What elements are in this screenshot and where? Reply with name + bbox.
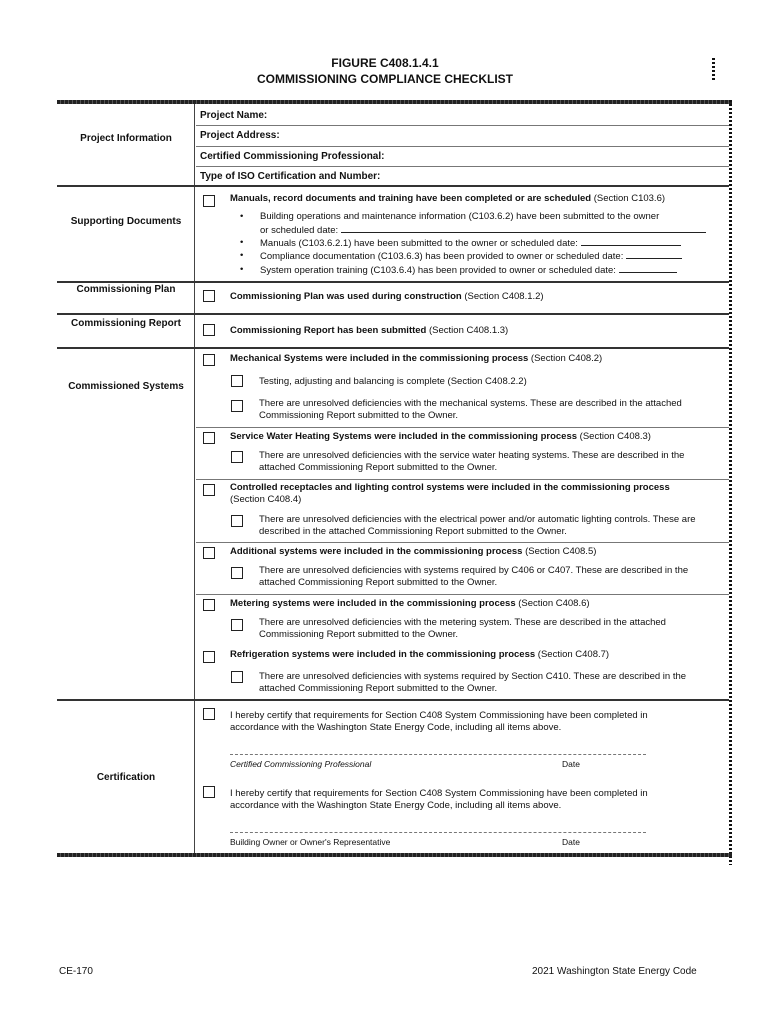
metering-systems-checkbox[interactable] <box>203 599 215 611</box>
lighting-controls-checkbox[interactable] <box>203 484 215 496</box>
cx-professional-cert-line2: accordance with the Washington State Energy Code, including all items above. <box>230 722 562 733</box>
lighting-deficiencies-line2: described in the attached Commissioning Report submitted to the Owner. <box>259 526 567 537</box>
additional-systems-checkbox[interactable] <box>203 547 215 559</box>
section-commissioning-plan: Commissioning Plan <box>76 284 176 295</box>
iso-certification-field[interactable]: Type of ISO Certification and Number: <box>200 171 381 182</box>
supporting-docs-statement: Manuals, record documents and training have been completed or are scheduled (Section C103.6) <box>230 193 666 204</box>
signature-label-owner: Building Owner or Owner's Representative <box>230 837 391 847</box>
divider <box>196 479 729 480</box>
commissioning-report-checkbox[interactable] <box>203 324 215 336</box>
section-commissioning-report: Commissioning Report <box>70 318 181 329</box>
mechanical-systems-checkbox[interactable] <box>203 354 215 366</box>
owner-cert-line2: accordance with the Washington State Energy Code, including all items above. <box>230 800 562 811</box>
cx-professional-cert-checkbox[interactable] <box>203 708 215 720</box>
tab-complete-checkbox[interactable] <box>231 375 243 387</box>
divider <box>196 146 729 147</box>
section-divider <box>57 699 729 701</box>
water-heating-statement: Service Water Heating Systems were included in the commissioning process (Section C408.3) <box>230 431 651 442</box>
additional-deficiencies-line2: attached Commissioning Report submitted to the Owner. <box>259 577 498 588</box>
date-line[interactable] <box>619 263 677 273</box>
mechanical-deficiencies-line1: There are unresolved deficiencies with the mechanical systems. These are described in the attached <box>259 398 682 409</box>
bottom-border <box>57 853 732 857</box>
margin-mark <box>712 58 715 82</box>
refrigeration-systems-statement: Refrigeration systems were included in the commissioning process (Section C408.7) <box>230 649 610 660</box>
water-heating-deficiencies-line1: There are unresolved deficiencies with the service water heating systems. These are described in the <box>259 450 685 461</box>
bullet-building-operations-date: or scheduled date: <box>260 223 706 237</box>
commissioning-plan-statement: Commissioning Plan was used during construction (Section C408.1.2) <box>230 291 544 302</box>
water-heating-deficiencies-line2: attached Commissioning Report submitted to the Owner. <box>259 462 498 473</box>
lighting-deficiencies-line1: There are unresolved deficiencies with the electrical power and/or automatic lighting controls. These are <box>259 514 696 525</box>
mechanical-deficiencies-checkbox[interactable] <box>231 400 243 412</box>
section-commissioned-systems: Commissioned Systems <box>68 381 184 392</box>
signature-label-professional: Certified Commissioning Professional <box>230 759 372 769</box>
lighting-controls-statement: Controlled receptacles and lighting control systems were included in the commissioning process <box>230 482 670 493</box>
commissioning-report-statement: Commissioning Report has been submitted (Section C408.1.3) <box>230 325 509 336</box>
refrigeration-systems-checkbox[interactable] <box>203 651 215 663</box>
additional-systems-statement: Additional systems were included in the commissioning process (Section C408.5) <box>230 546 597 557</box>
metering-deficiencies-line1: There are unresolved deficiencies with the metering system. These are described in the attached <box>259 617 666 628</box>
top-border <box>57 100 732 104</box>
water-heating-checkbox[interactable] <box>203 432 215 444</box>
bullet-manuals: • Manuals (C103.6.2.1) have been submitted to the owner or scheduled date: <box>260 236 681 250</box>
bullet-building-operations: • Building operations and maintenance information (C103.6.2) have been submitted to the owner <box>240 211 660 222</box>
metering-deficiencies-checkbox[interactable] <box>231 619 243 631</box>
section-certification: Certification <box>96 772 156 783</box>
additional-deficiencies-checkbox[interactable] <box>231 567 243 579</box>
divider <box>196 427 729 428</box>
supporting-docs-checkbox[interactable] <box>203 195 215 207</box>
water-heating-deficiencies-checkbox[interactable] <box>231 451 243 463</box>
metering-deficiencies-line2: Commissioning Report submitted to the Owner. <box>259 629 459 640</box>
column-divider <box>194 104 195 855</box>
section-project-information: Project Information <box>80 133 172 144</box>
refrigeration-deficiencies-checkbox[interactable] <box>231 671 243 683</box>
project-name-field[interactable]: Project Name: <box>200 110 268 121</box>
commissioning-professional-field[interactable]: Certified Commissioning Professional: <box>200 151 385 162</box>
additional-deficiencies-line1: There are unresolved deficiencies with systems required by C406 or C407. These are described in the <box>259 565 689 576</box>
code-edition: 2021 Washington State Energy Code <box>532 966 697 977</box>
right-border <box>729 100 732 865</box>
commissioning-plan-checkbox[interactable] <box>203 290 215 302</box>
divider <box>196 542 729 543</box>
bullet-system-training: • System operation training (C103.6.4) has been provided to owner or scheduled date: <box>260 263 677 277</box>
divider <box>196 166 729 167</box>
signature-line[interactable] <box>230 832 646 833</box>
cx-professional-cert-line1: I hereby certify that requirements for Section C408 System Commissioning have been completed in <box>230 710 648 721</box>
owner-cert-checkbox[interactable] <box>203 786 215 798</box>
metering-systems-statement: Metering systems were included in the commissioning process (Section C408.6) <box>230 598 590 609</box>
lighting-deficiencies-checkbox[interactable] <box>231 515 243 527</box>
signature-line[interactable] <box>230 754 646 755</box>
page-title: COMMISSIONING COMPLIANCE CHECKLIST <box>256 72 513 86</box>
section-divider <box>57 347 729 349</box>
divider <box>196 125 729 126</box>
form-id: CE-170 <box>59 966 93 977</box>
divider <box>196 594 729 595</box>
section-divider <box>57 281 729 283</box>
refrigeration-deficiencies-line2: attached Commissioning Report submitted to the Owner. <box>259 683 498 694</box>
tab-complete-statement: Testing, adjusting and balancing is complete (Section C408.2.2) <box>259 376 527 387</box>
figure-number: FIGURE C408.1.4.1 <box>331 56 439 70</box>
mechanical-deficiencies-line2: Commissioning Report submitted to the Owner. <box>259 410 459 421</box>
bullet-compliance-docs: • Compliance documentation (C103.6.3) has been provided to owner or scheduled date: <box>260 249 682 263</box>
date-line[interactable] <box>626 249 682 259</box>
mechanical-systems-statement: Mechanical Systems were included in the commissioning process (Section C408.2) <box>230 353 603 364</box>
owner-cert-line1: I hereby certify that requirements for Section C408 System Commissioning have been completed in <box>230 788 648 799</box>
project-address-field[interactable]: Project Address: <box>200 130 280 141</box>
date-label: Date <box>562 759 580 769</box>
refrigeration-deficiencies-line1: There are unresolved deficiencies with systems required by Section C410. These are described in the <box>259 671 687 682</box>
date-line[interactable] <box>341 223 706 233</box>
section-supporting-documents: Supporting Documents <box>70 216 182 227</box>
date-line[interactable] <box>581 236 681 246</box>
section-divider <box>57 313 729 315</box>
section-divider <box>57 185 729 187</box>
date-label: Date <box>562 837 580 847</box>
lighting-controls-ref: (Section C408.4) <box>230 494 302 505</box>
